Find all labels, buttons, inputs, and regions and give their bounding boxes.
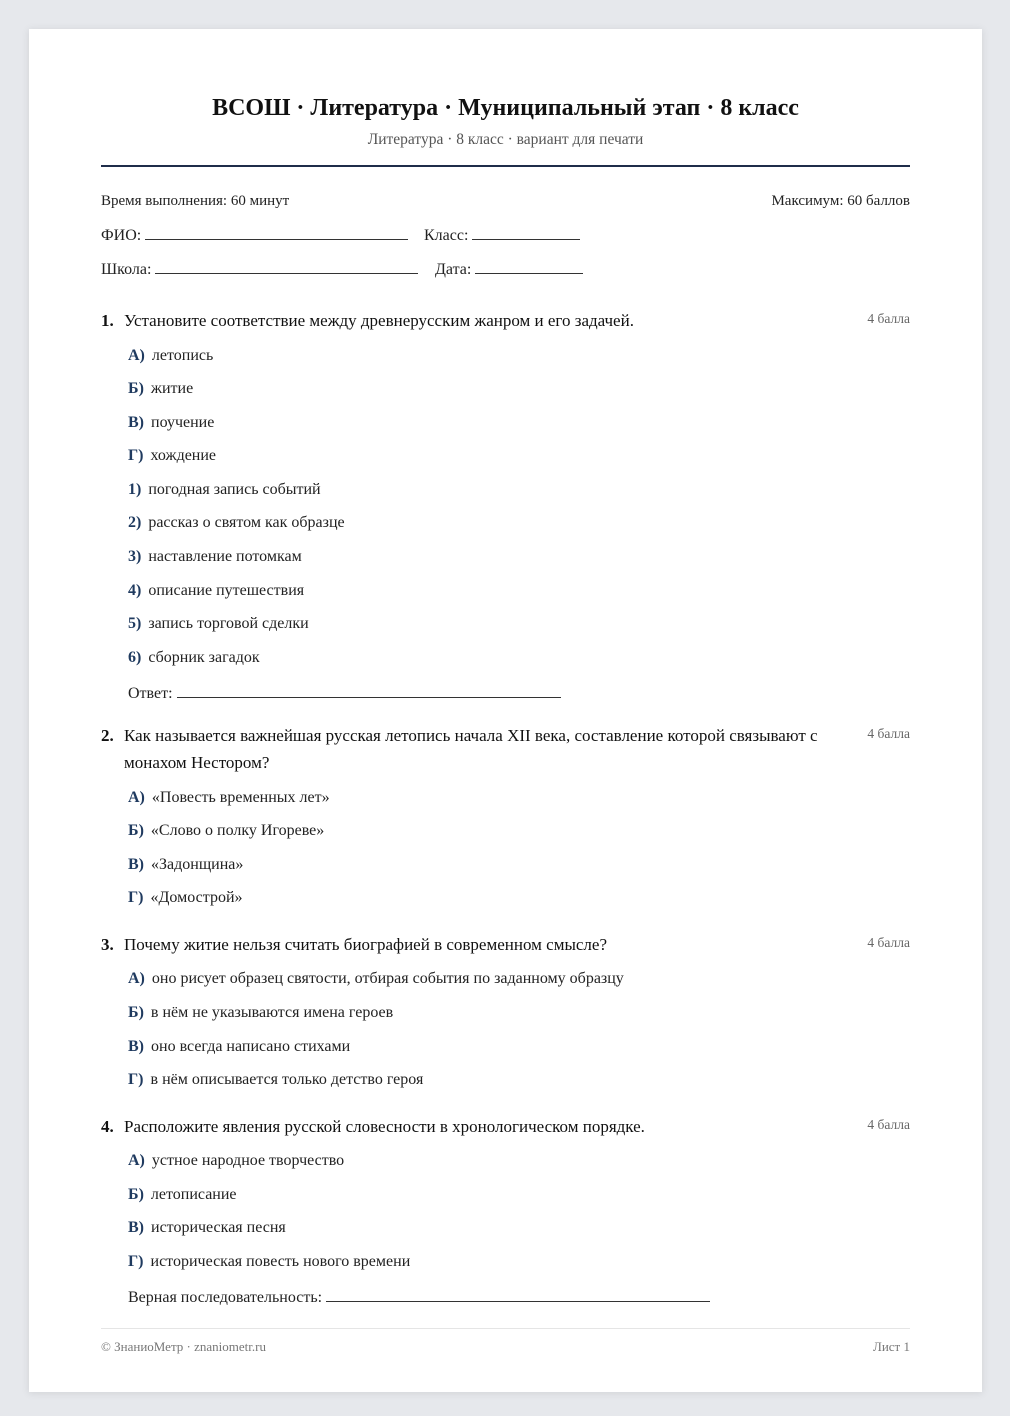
- question-number: 4.: [101, 1117, 114, 1136]
- option-text: житие: [150, 380, 194, 397]
- option-text: «Слово о полку Игореве»: [150, 822, 325, 839]
- question-text: Расположите явления русской словесности в хронологическом порядке.: [124, 1117, 645, 1136]
- question-text: Установите соответствие между древнерусским жанром и его задачей.: [124, 311, 634, 330]
- question-head: [101, 1113, 910, 1140]
- answer-line[interactable]: [326, 1287, 710, 1302]
- option: [128, 414, 214, 432]
- footer-copyright: © ЗнаниоМетр · znaniometr.ru: [101, 1339, 266, 1354]
- time-limit: Время выполнения: 60 минут: [101, 193, 290, 209]
- option-text: историческая песня: [151, 1219, 286, 1236]
- option: [128, 1186, 237, 1204]
- option-text: рассказ о святом как образце: [148, 514, 345, 531]
- option-label: 6): [128, 649, 142, 666]
- option-label: Г): [128, 1071, 144, 1088]
- date-label: Дата:: [435, 261, 472, 278]
- question-1: [101, 307, 910, 334]
- option: [128, 481, 321, 499]
- option: [128, 1152, 344, 1170]
- option-label: В): [128, 1038, 144, 1055]
- header-divider: [101, 165, 910, 167]
- option-label: А): [128, 970, 145, 987]
- option: [128, 970, 624, 988]
- option: [128, 548, 302, 566]
- question-number: 3.: [101, 935, 114, 954]
- page-title: ВСОШ · Литература · Муниципальный этап · 8 класс: [212, 95, 799, 121]
- option-text: оно всегда написано стихами: [151, 1038, 351, 1055]
- option-label: 2): [128, 514, 142, 531]
- school-label: Школа:: [101, 261, 152, 278]
- question-text: Как называется важнейшая русская летопись начала XII века, составление которой связывают с монахом Нестором?: [124, 726, 818, 772]
- page-subtitle: Литература · 8 класс · вариант для печати: [367, 131, 644, 148]
- option-label: 5): [128, 615, 142, 632]
- option: [128, 1038, 350, 1056]
- option-label: В): [128, 856, 144, 873]
- question-4: [101, 1113, 910, 1140]
- question-points: 4 балла: [867, 311, 910, 326]
- option-text: устное народное творчество: [151, 1152, 345, 1169]
- answer-line[interactable]: [177, 683, 561, 698]
- option-label: Г): [128, 1253, 144, 1270]
- answer-field[interactable]: [128, 683, 561, 703]
- sequence-answer-field[interactable]: [128, 1287, 710, 1307]
- question-head: [101, 931, 910, 958]
- fio-label: ФИО:: [101, 227, 142, 244]
- option: [128, 514, 345, 532]
- option-label: Б): [128, 1004, 144, 1021]
- question-3: [101, 931, 910, 958]
- fio-field[interactable]: [101, 225, 408, 245]
- class-line[interactable]: [472, 225, 580, 240]
- option: [128, 347, 213, 365]
- option-label: А): [128, 789, 145, 806]
- option: [128, 582, 304, 600]
- option-text: погодная запись событий: [148, 481, 321, 498]
- option-label: 3): [128, 548, 142, 565]
- option: [128, 447, 216, 465]
- question-text: Почему житие нельзя считать биографией в современном смысле?: [124, 935, 607, 954]
- option-label: 4): [128, 582, 142, 599]
- option-label: 1): [128, 481, 142, 498]
- option-text: «Задонщина»: [151, 856, 244, 873]
- option-label: А): [128, 1152, 145, 1169]
- option: [128, 789, 330, 807]
- footer-page-number: Лист 1: [873, 1339, 910, 1354]
- answer-label: Ответ:: [128, 685, 173, 702]
- option-text: оно рисует образец святости, отбирая события по заданному образцу: [151, 970, 624, 987]
- date-line[interactable]: [475, 259, 583, 274]
- school-field[interactable]: [101, 259, 418, 279]
- question-head: [101, 307, 910, 334]
- class-label: Класс:: [424, 227, 469, 244]
- question-points: 4 балла: [867, 726, 910, 741]
- question-points: 4 балла: [867, 1117, 910, 1132]
- option-text: в нём не указываются имена героев: [150, 1004, 394, 1021]
- question-number: 1.: [101, 311, 114, 330]
- date-field[interactable]: [435, 259, 583, 279]
- question-points: 4 балла: [867, 935, 910, 950]
- option: [128, 615, 309, 633]
- sheet-content: [101, 29, 910, 1392]
- option: [128, 889, 243, 907]
- option-text: описание путешествия: [148, 582, 305, 599]
- footer-divider: [101, 1328, 910, 1329]
- question-2: [101, 722, 910, 776]
- option-label: В): [128, 414, 144, 431]
- fio-line[interactable]: [145, 225, 408, 240]
- option-text: летопись: [151, 347, 214, 364]
- option: [128, 822, 324, 840]
- option-text: летописание: [150, 1186, 237, 1203]
- option: [128, 649, 260, 667]
- option-text: наставление потомкам: [148, 548, 302, 565]
- option: [128, 856, 243, 874]
- question-head: [101, 722, 910, 776]
- option-label: Б): [128, 1186, 144, 1203]
- option-text: историческая повесть нового времени: [150, 1253, 411, 1270]
- class-field[interactable]: [424, 225, 580, 245]
- option-label: Б): [128, 380, 144, 397]
- school-line[interactable]: [155, 259, 418, 274]
- option-label: А): [128, 347, 145, 364]
- option-label: В): [128, 1219, 144, 1236]
- option: [128, 1219, 286, 1237]
- option: [128, 1004, 393, 1022]
- option-text: запись торговой сделки: [148, 615, 309, 632]
- option-text: «Повесть временных лет»: [151, 789, 330, 806]
- option-text: поучение: [151, 414, 215, 431]
- option-text: сборник загадок: [148, 649, 260, 666]
- question-number: 2.: [101, 726, 114, 745]
- option: [128, 380, 193, 398]
- max-score: Максимум: 60 баллов: [771, 193, 910, 209]
- option-text: хождение: [150, 447, 217, 464]
- option-label: Г): [128, 889, 144, 906]
- option-text: «Домострой»: [150, 889, 243, 906]
- option-label: Г): [128, 447, 144, 464]
- answer-label: Верная последовательность:: [128, 1289, 323, 1306]
- option-text: в нём описывается только детство героя: [150, 1071, 424, 1088]
- exam-sheet: [29, 29, 982, 1392]
- option: [128, 1253, 410, 1271]
- option-label: Б): [128, 822, 144, 839]
- option: [128, 1071, 423, 1089]
